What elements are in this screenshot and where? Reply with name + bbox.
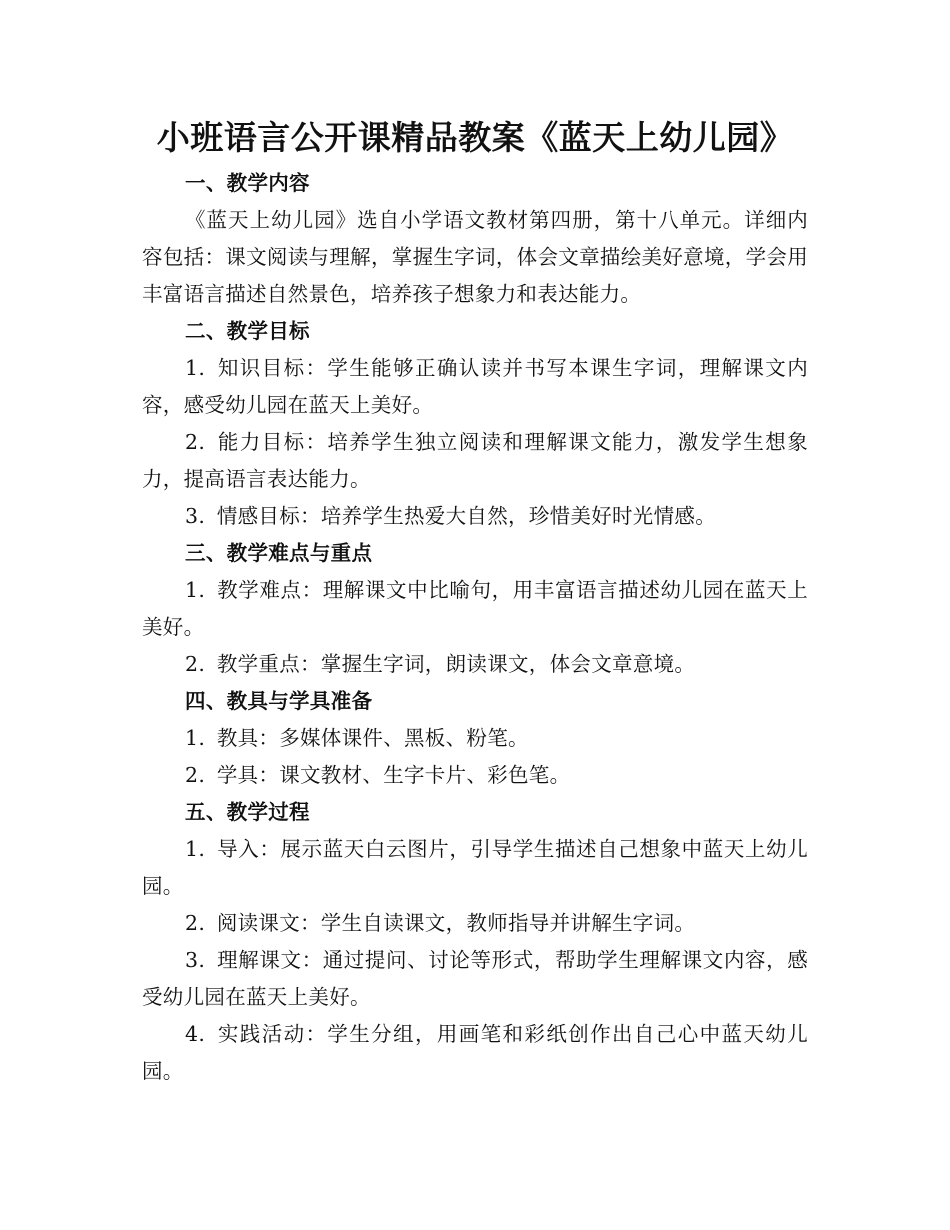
list-item <box>142 1016 808 1090</box>
list-item <box>142 498 808 535</box>
list-item <box>142 905 808 942</box>
list-item-text: 教学难点：理解课文中比喻句，用丰富语言描述幼儿园在蓝天上美好。 <box>142 578 808 639</box>
list-item-number: 1. <box>185 837 206 861</box>
list-item <box>142 942 808 1016</box>
list-item <box>142 350 808 424</box>
section-heading-process: 五、教学过程 <box>185 800 310 824</box>
list-item-number: 2. <box>185 763 206 787</box>
list-item-number: 1. <box>185 578 206 602</box>
list-item <box>142 720 808 757</box>
list-item-number: 3. <box>185 948 206 972</box>
list-item-number: 4. <box>185 1022 206 1046</box>
list-item-number: 1. <box>185 356 206 380</box>
list-item-text: 知识目标：学生能够正确认读并书写本课生字词，理解课文内容，感受幼儿园在蓝天上美好。 <box>142 356 808 417</box>
list-item-text: 教学重点：掌握生字词，朗读课文，体会文章意境。 <box>216 652 696 676</box>
list-item-text: 能力目标：培养学生独立阅读和理解课文能力，激发学生想象力，提高语言表达能力。 <box>142 430 808 491</box>
list-item-text: 导入：展示蓝天白云图片，引导学生描述自己想象中蓝天上幼儿园。 <box>142 837 808 898</box>
list-item-text: 情感目标：培养学生热爱大自然，珍惜美好时光情感。 <box>216 504 717 528</box>
section-heading-difficulties: 三、教学难点与重点 <box>185 541 373 565</box>
list-item-text: 实践活动：学生分组，用画笔和彩纸创作出自己心中蓝天幼儿园。 <box>142 1022 808 1083</box>
list-item <box>142 831 808 905</box>
list-item-text: 学具：课文教材、生字卡片、彩色笔。 <box>216 763 571 787</box>
list-item-number: 1. <box>185 726 206 750</box>
list-item-number: 3. <box>185 504 206 528</box>
section-heading-objectives: 二、教学目标 <box>185 319 310 343</box>
section-heading-content: 一、教学内容 <box>185 171 310 195</box>
list-item-number: 2. <box>185 430 206 454</box>
list-item <box>142 646 808 683</box>
document-title: 小班语言公开课精品教案《蓝天上幼儿园》 <box>156 118 794 157</box>
list-item <box>142 757 808 794</box>
list-item-text: 阅读课文：学生自读课文，教师指导并讲解生字词。 <box>216 911 696 935</box>
list-item <box>142 572 808 646</box>
list-item-number: 2. <box>185 911 206 935</box>
content-paragraph: 《蓝天上幼儿园》选自小学语文教材第四册，第十八单元。详细内容包括：课文阅读与理解，掌握生字词，体会文章描绘美好意境，学会用丰富语言描述自然景色，培养孩子想象力和表达能力。 <box>142 208 808 306</box>
list-item-number: 2. <box>185 652 206 676</box>
document-body <box>142 165 808 1090</box>
list-item-text: 理解课文：通过提问、讨论等形式，帮助学生理解课文内容，感受幼儿园在蓝天上美好。 <box>142 948 808 1009</box>
list-item <box>142 424 808 498</box>
section-heading-materials: 四、教具与学具准备 <box>185 689 373 713</box>
list-item-text: 教具：多媒体课件、黑板、粉笔。 <box>216 726 529 750</box>
